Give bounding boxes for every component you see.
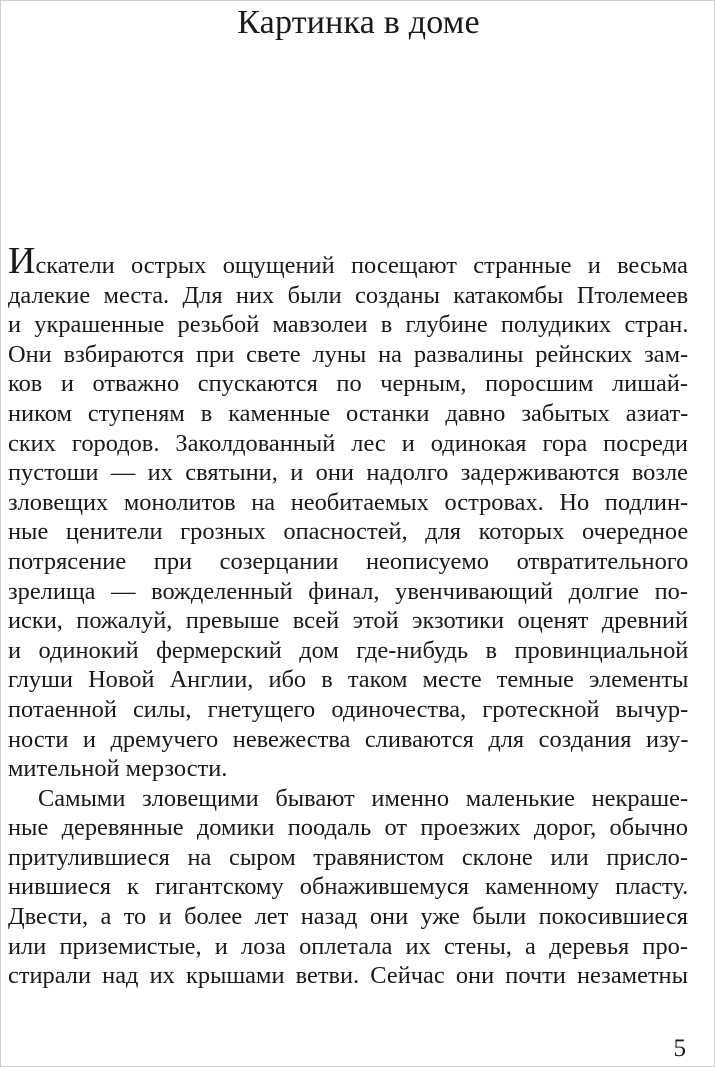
text-line: Искатели острых ощущений посещают странные и весьма — [8, 240, 688, 282]
text-line: ные деревянные домики поодаль от проезжих дорог, обычно — [8, 814, 688, 842]
text-line: ков и отважно спускаются по черным, поросшим лишай- — [8, 370, 688, 398]
text-line: потаенной силы, гнетущего одиночества, гротескной вычур- — [8, 695, 689, 723]
text-line: мительной мерзости. — [8, 755, 228, 783]
text-line: ные ценители грозных опасностей, для которых очередное — [8, 518, 689, 546]
text-line: потрясение при созерцании неописуемо отвратительного — [8, 547, 689, 575]
text-line: ских городов. Заколдованный лес и одинокая гора посреди — [8, 429, 688, 457]
text-line: глуши Новой Англии, ибо в таком месте темные элементы — [8, 666, 689, 694]
text-line: ником ступеням в каменные останки давно забытых азиат- — [8, 399, 689, 427]
text-line: Двести, а то и более лет назад они уже были покосившиеся — [8, 903, 688, 931]
text-line: нившиеся к гигантскому обнажившемуся каменному пласту. — [8, 873, 689, 901]
paragraph-2 — [8, 784, 688, 991]
text-line: притулившиеся на сыром травянистом склоне или присло- — [8, 843, 688, 871]
text-line: и украшенные резьбой мавзолеи в глубине полудиких стран. — [8, 311, 689, 339]
text-line: Самыми зловещими бывают именно маленькие некраше- — [38, 784, 689, 812]
text-line: иски, пожалуй, превыше всей этой экзотики оценят древний — [8, 607, 688, 635]
text-line: ности и дремучего невежества сливаются для создания изу- — [8, 725, 689, 753]
text-line: или приземистые, и лоза оплетала их стены, а деревья про- — [8, 932, 688, 960]
text-line: стирали над их крышами ветви. Сейчас они почти незаметны — [8, 962, 688, 990]
drop-cap: И — [8, 240, 36, 282]
text-line: Они взбираются при свете луны на развалины рейнских зам- — [8, 340, 689, 368]
text-line: далекие места. Для них были созданы катакомбы Птолемеев — [8, 281, 689, 309]
chapter-title: Картинка в доме — [237, 4, 480, 41]
page-number: 5 — [673, 1035, 686, 1062]
text-line: зловещих монолитов на необитаемых островах. Но подлин- — [8, 488, 689, 516]
text-line: и одинокий фермерский дом где-нибудь в провинциальной — [8, 636, 689, 664]
text-line: пустоши — их святыни, и они надолго задерживаются возле — [8, 459, 688, 487]
text-line: зрелища — вожделенный финал, увенчивающий долгие по- — [8, 577, 688, 605]
paragraph-1 — [8, 240, 689, 784]
body-text — [8, 240, 689, 991]
